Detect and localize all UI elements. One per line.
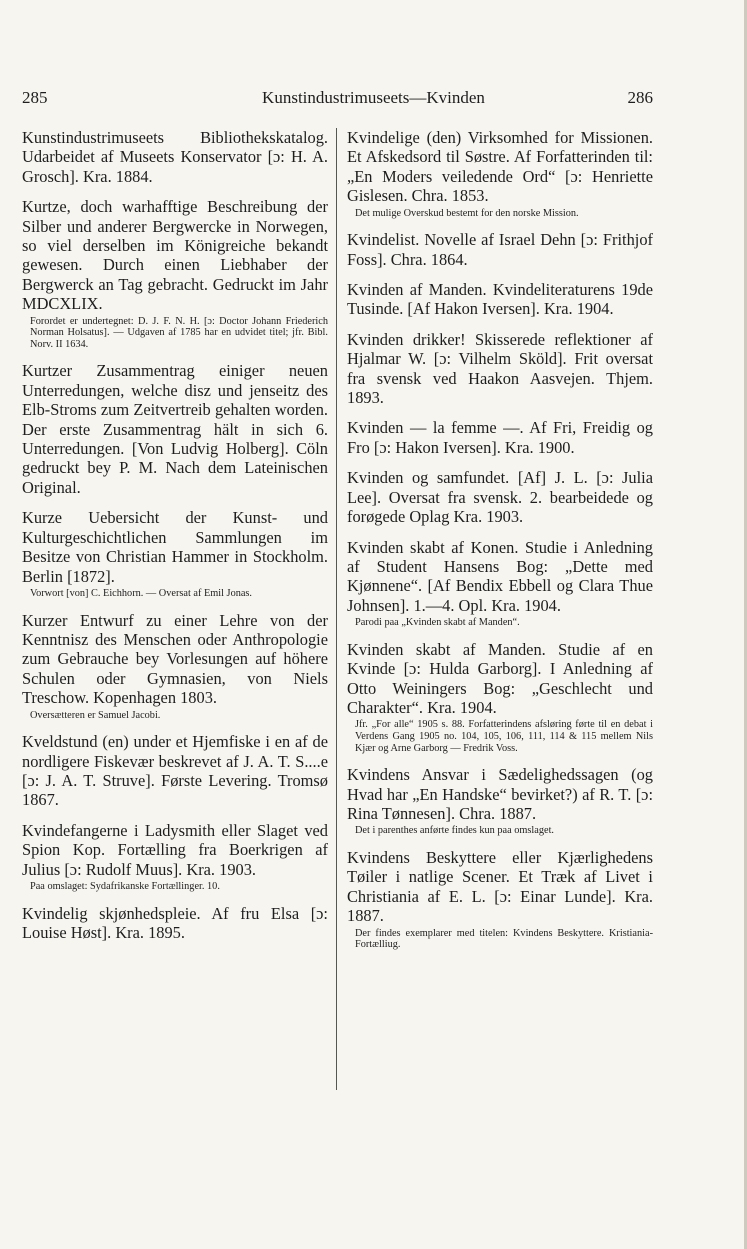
entry-text: Kvindefangerne i Ladysmith eller Slaget ved Spion Kop. Fortælling fra Boerkrigen af Julius [ɔ: Rudolf Muus]. Kra. 1903.: [22, 820, 328, 879]
column-divider: [336, 128, 337, 1090]
entry-text: Kurzer Entwurf zu einer Lehre von der Kenntnisz des Menschen oder Anthropologie zum Gebrauche bey Vorlesungen auf höhere Schulen oder Gymnasien, von Niels Treschow. Kopenhagen 1803.: [22, 610, 328, 708]
entry-note: Vorwort [von] C. Eichhorn. — Oversat af Emil Jonas.: [30, 587, 253, 599]
entry-text: Kvinden og samfundet. [Af] J. L. [ɔ: Julia Lee]. Oversat fra svensk. 2. bearbeidede og forøgede Oplag Kra. 1903.: [347, 468, 653, 527]
entry-text: Kvindelige (den) Virksomhed for Missionen. Et Afskedsord til Søstre. Af Forfatterinden til: „En Moders veiledende Ord“ [ɔ: Henriette Gislesen. Chra. 1853.: [347, 128, 653, 206]
entry-text: Kvindelist. Novelle af Israel Dehn [ɔ: Frithjof Foss]. Chra. 1864.: [347, 230, 653, 269]
entry-text: Kvindelig skjønhedspleie. Af fru Elsa [ɔ: Louise Høst]. Kra. 1895.: [22, 903, 328, 942]
left-column: [22, 128, 328, 953]
catalog-entry: [22, 732, 328, 810]
catalog-entry: [347, 765, 653, 837]
entry-text: Kvinden drikker! Skisserede reflektioner af Hjalmar W. [ɔ: Vilhelm Sköld]. Frit oversat fra svensk ved Haakon Aasvejen. Thjem. 1893.: [347, 329, 653, 408]
entry-note: Jfr. „For alle“ 1905 s. 88. Forfatterindens afsløring førte til en debat i Verdens Gang 1905 no. 104, 105, 106, 111, 114 & 115 mellem Nils Kjær og Arne Garborg — Fredrik Voss.: [355, 719, 653, 754]
catalog-entry: [347, 418, 653, 457]
entry-note: Parodi paa „Kvinden skabt af Manden“.: [355, 617, 520, 629]
catalog-entry: [22, 821, 328, 893]
catalog-entry: [22, 508, 328, 599]
entry-text: Kunstindustrimuseets Bibliothekskatalog. Udarbeidet af Museets Konservator [ɔ: H. A. Grosch]. Kra. 1884.: [22, 128, 328, 186]
page-number-left: 285: [22, 88, 48, 107]
entry-note: Det mulige Overskud bestemt for den norske Mission.: [355, 207, 579, 219]
page-header: [0, 88, 747, 114]
entry-note: Oversætteren er Samuel Jacobi.: [30, 709, 161, 721]
entry-text: Kurtze, doch warhafftige Beschreibung der Silber und anderer Bergwercke in Norwegen, so viel derselben im Königreiche bekandt gewesen. Durch einen Liebhaber der Bergwerck an Tag gebracht. Gedruckt im Jahr MDCXLIX.: [22, 197, 328, 314]
catalog-entry: [22, 361, 328, 497]
catalog-entry: [347, 330, 653, 408]
catalog-entry: [347, 640, 653, 754]
entry-text: Kvinden skabt af Manden. Studie af en Kvinde [ɔ: Hulda Garborg]. I Anledning af Otto Weiningers Bog: „Geschlecht und Charakter“. Kra. 1904.: [347, 639, 653, 717]
entry-note: Paa omslaget: Sydafrikanske Fortællinger. 10.: [30, 880, 220, 892]
catalog-entry: [22, 611, 328, 722]
entry-note: Det i parenthes anførte findes kun paa omslaget.: [355, 825, 555, 837]
entry-text: Kvinden — la femme —. Af Fri, Freidig og Fro [ɔ: Hakon Iversen]. Kra. 1900.: [347, 418, 653, 457]
catalog-entry: [22, 197, 328, 350]
catalog-entry: [22, 904, 328, 943]
catalog-entry: [347, 280, 653, 319]
entry-note: Forordet er undertegnet: D. J. F. N. H. [ɔ: Doctor Johann Friederich Norman Holsatus]. — Udgaven af 1785 har en udvidet titel; jfr. Bibl. Norv. II 1634.: [30, 315, 328, 350]
entry-text: Kveldstund (en) under et Hjemfiske i en af de nordligere Fiskevær beskrevet af J. A. T. S....e [ɔ: J. A. T. Struve]. Første Levering. Tromsø 1867.: [22, 732, 328, 810]
right-column: [347, 128, 653, 962]
page-number-right: 286: [627, 88, 653, 107]
entry-text: Kvindens Ansvar i Sædelighedssagen (og Hvad har „En Handske“ bevirket?) af R. T. [ɔ: Rina Tønnesen]. Chra. 1887.: [347, 765, 653, 823]
catalog-entry: [347, 848, 653, 951]
catalog-entry: [347, 538, 653, 629]
entry-text: Kurze Uebersicht der Kunst- und Kulturgeschichtlichen Sammlungen im Besitze von Christian Hammer in Stockholm. Berlin [1872].: [22, 508, 328, 586]
entry-text: Kvinden skabt af Konen. Studie i Anledning af Student Hansens Bog: „Dette med Kjønnene“. [Af Bendix Ebbell og Clara Thue Johnsen]. 1.—4. Opl. Kra. 1904.: [347, 537, 653, 615]
catalog-entry: [347, 468, 653, 526]
entry-note: Der findes exemplarer med titelen: Kvindens Beskyttere. Kristiania-Fortælliug.: [355, 927, 653, 951]
entry-text: Kvinden af Manden. Kvindeliteraturens 19de Tusinde. [Af Hakon Iversen]. Kra. 1904.: [347, 280, 653, 319]
catalog-entry: [22, 128, 328, 186]
entry-text: Kurtzer Zusammentrag einiger neuen Unterredungen, welche disz und jenseitz des Elb-Stroms zum Zeitvertreib gehalten worden. Der erste Zusammentrag hält in sich 6. Unterredungen. [Von Ludvig Holberg]. Cöln gedruckt bey P. M. Nach dem Lateinischen Original.: [22, 361, 328, 497]
catalog-entry: [347, 230, 653, 269]
catalog-entry: [347, 128, 653, 219]
running-title: Kunstindustrimuseets—Kvinden: [262, 88, 485, 107]
entry-text: Kvindens Beskyttere eller Kjærlighedens Tøiler i natlige Scener. Et Træk af Livet i Christiania af E. L. [ɔ: Einar Lunde]. Kra. 1887.: [347, 847, 653, 926]
